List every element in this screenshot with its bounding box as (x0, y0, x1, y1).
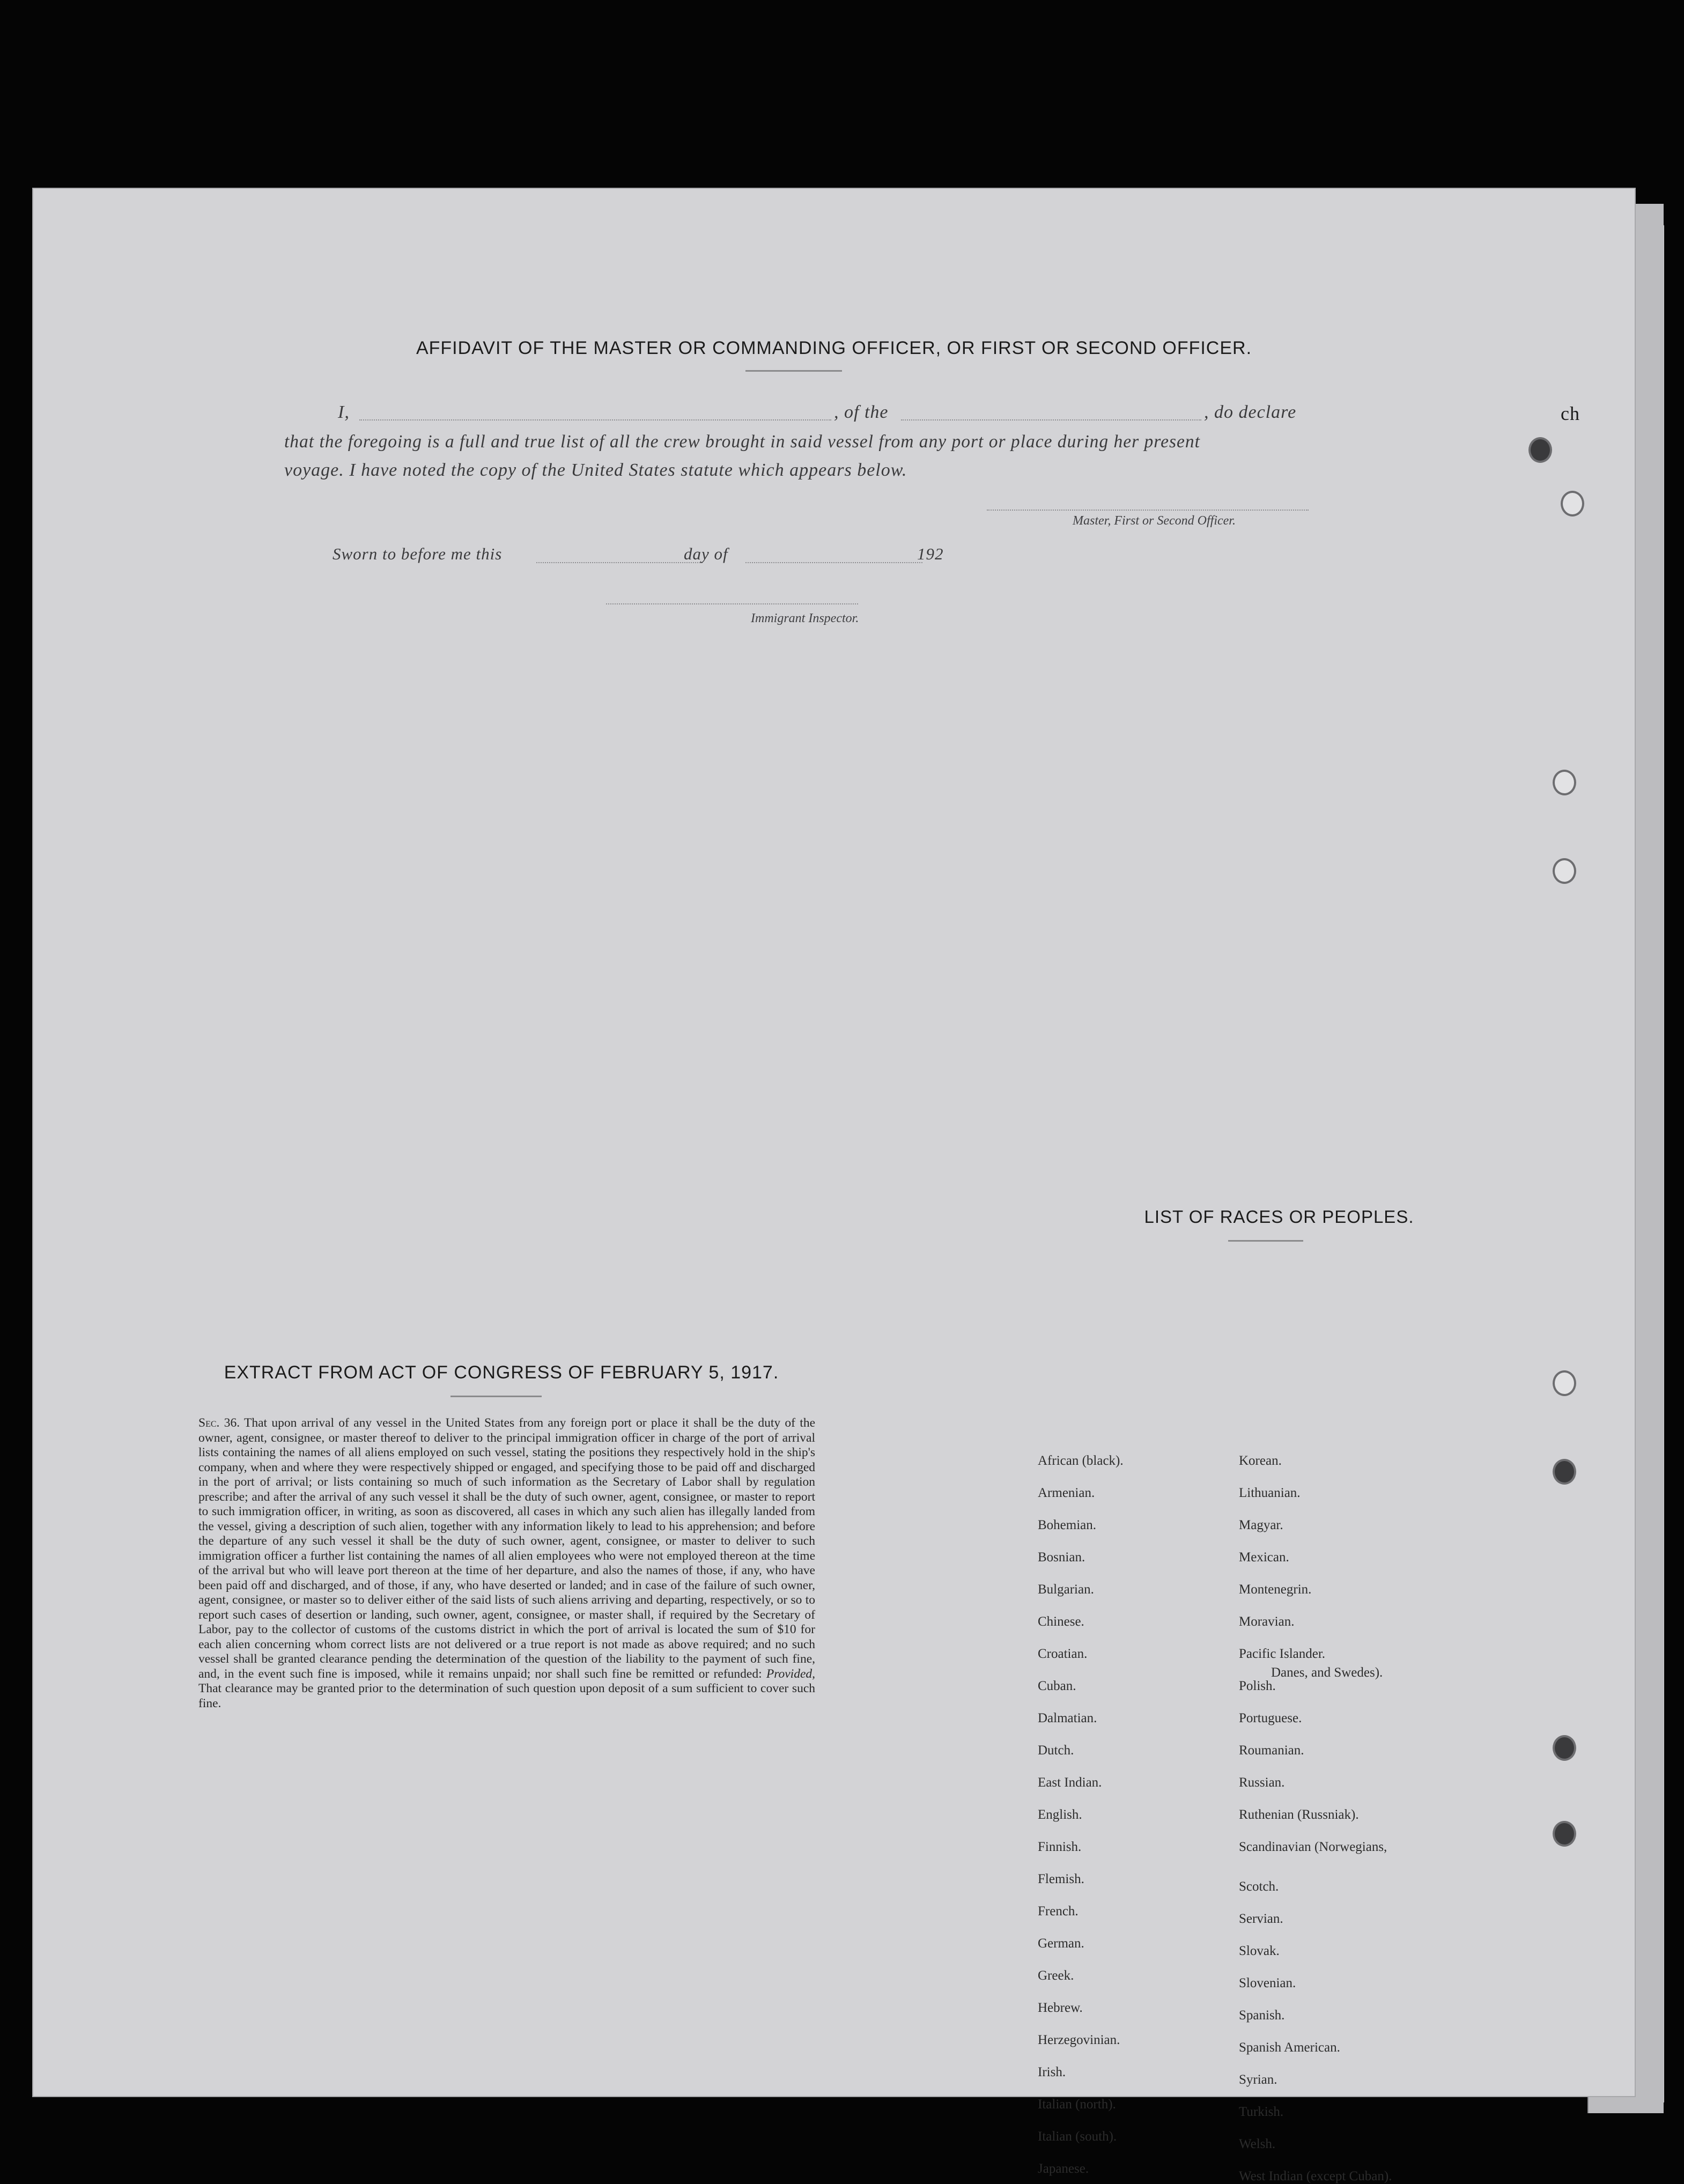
race-item: Ruthenian (Russniak). (1239, 1807, 1359, 1822)
race-item: African (black). (1038, 1453, 1124, 1468)
race-item: Dalmatian. (1038, 1711, 1097, 1725)
race-item: Polish. (1239, 1679, 1276, 1693)
race-item: Korean. (1239, 1453, 1282, 1468)
race-item: Herzegovinian. (1038, 2033, 1120, 2047)
provided-text: Provided, (766, 1666, 816, 1681)
race-item: Bosnian. (1038, 1550, 1085, 1565)
name-blank[interactable] (359, 419, 831, 420)
race-item: Magyar. (1239, 1518, 1283, 1532)
race-item: Scandinavian (Norwegians, (1239, 1840, 1387, 1854)
race-scandinavian-continued: Danes, and Swedes). (1271, 1665, 1383, 1680)
affidavit-line3: voyage. I have noted the copy of the United States statute which appears below. (284, 460, 907, 480)
race-item: German. (1038, 1936, 1084, 1951)
punch-hole (1528, 437, 1552, 463)
form-page (32, 188, 1636, 2183)
race-item: West Indian (except Cuban). (1239, 2169, 1392, 2183)
affidavit-line2: that the foregoing is a full and true list of all the crew brought in said vessel from any port or place during her present (284, 432, 1200, 452)
sworn-text: Sworn to before me this (333, 544, 503, 563)
race-item: Finnish. (1038, 1840, 1082, 1854)
affidavit-line1-declare: , do declare (1204, 402, 1297, 422)
section-label: Sec. 36. (198, 1416, 240, 1430)
race-item: French. (1038, 1904, 1079, 1919)
race-item: Welsh. (1239, 2137, 1276, 2151)
inspector-blank[interactable] (606, 603, 858, 604)
inspector-label: Immigrant Inspector. (751, 611, 859, 625)
races-title: LIST OF RACES OR PEOPLES. (1144, 1207, 1414, 1227)
race-item: English. (1038, 1807, 1082, 1822)
race-item: Roumanian. (1239, 1743, 1304, 1758)
punch-hole (1553, 1370, 1576, 1396)
race-item: Italian (north). (1038, 2097, 1116, 2112)
race-item: Dutch. (1038, 1743, 1074, 1758)
race-item: Slovak. (1239, 1944, 1280, 1958)
extract-title: EXTRACT FROM ACT OF CONGRESS OF FEBRUARY 5, 1917. (224, 1362, 779, 1383)
punch-hole (1561, 491, 1584, 517)
race-item: Italian (south). (1038, 2129, 1117, 2144)
punch-hole (1553, 1459, 1576, 1485)
signature-label: Master, First or Second Officer. (1073, 514, 1236, 528)
extract-body (198, 1416, 815, 1711)
race-item: Hebrew. (1038, 2001, 1083, 2015)
affidavit-line1-i: I, (338, 402, 350, 422)
race-item: East Indian. (1038, 1775, 1102, 1790)
race-item: Chinese. (1038, 1614, 1084, 1629)
race-item: Servian. (1239, 1912, 1283, 1926)
race-item: Greek. (1038, 1968, 1074, 1983)
race-item: Pacific Islander. (1239, 1647, 1326, 1661)
affidavit-title: AFFIDAVIT OF THE MASTER OR COMMANDING OFFICER, OR FIRST OR SECOND OFFICER. (416, 338, 1252, 358)
signature-blank[interactable] (987, 510, 1309, 511)
race-item: Spanish. (1239, 2008, 1285, 2023)
race-item: Montenegrin. (1239, 1582, 1312, 1597)
race-item: Croatian. (1038, 1647, 1088, 1661)
sworn-month-blank[interactable] (745, 562, 922, 563)
race-item: Russian. (1239, 1775, 1285, 1790)
extract-text-part2: That clearance may be granted prior to the determination of such question upon deposit of a sum sufficient to cover such fine. (198, 1681, 815, 1710)
punch-hole (1553, 858, 1576, 884)
race-item: Japanese. (1038, 2161, 1089, 2176)
affidavit-line1-of-the: , of the (834, 402, 889, 422)
year-text: 192 (917, 544, 944, 563)
sworn-day-blank[interactable] (536, 562, 703, 563)
race-item: Mexican. (1239, 1550, 1289, 1565)
extract-text-part1: That upon arrival of any vessel in the United States from any foreign port or place it shall be the duty of the owner, agent, consignee, or master thereof to deliver to the principal immigration officer in charge of the port of arrival lists containing the names of all aliens employed on such vessel, stating the positions they respectively hold in the ship's company, when and where they were respectively shipped or engaged, and specifying those to be paid off and discharged in the port of arrival; or lists containing so much of such information as the Secretary of Labor shall by regulation prescribe; and after the arrival of any such vessel it shall be the duty of such owner, agent, consignee, or master to report to such immigration officer, in writing, as soon as discovered, all cases in which any such alien has illegally landed from the vessel, giving a description of such alien, together with any information likely to lead to his apprehension; and before the departure of any such vessel it shall be the duty of such owner, agent, consignee, or master to deliver to such immigration officer a further list containing the names of all alien employees who were not employed thereon at the time of the arrival but who will leave port thereon at the time of her departure, and also the names of those, if any, who have been paid off and discharged, and of those, if any, who have deserted or landed; and in case of the failure of such owner, agent, consignee, or master so to deliver either of the said lists of such aliens arriving and departing, respectively, or so to report such cases of desertion or landing, such owner, agent, consignee, or master shall, if required by the Secretary of Labor, pay to the collector of customs of the customs district in which the port of arrival is located the sum of $10 for each alien concerning whom correct lists are not delivered or a true report is not made as above required; and no such vessel shall be granted clearance pending the determination of the question of the liability to the payment of such fine, and, in the event such fine is imposed, while it remains unpaid; nor shall such fine be remitted or refunded: (198, 1416, 816, 1681)
vessel-blank[interactable] (901, 419, 1201, 420)
race-item: Turkish. (1239, 2105, 1284, 2119)
races-title-rule (1228, 1240, 1303, 1242)
punch-hole (1553, 1735, 1576, 1761)
race-item: Syrian. (1239, 2072, 1277, 2087)
race-item: Armenian. (1038, 1486, 1095, 1500)
race-item: Scotch. (1239, 1879, 1279, 1894)
race-item: Irish. (1038, 2065, 1066, 2079)
day-of-text: day of (684, 544, 728, 563)
race-item: Spanish American. (1239, 2040, 1340, 2055)
corner-mark: ch (1561, 403, 1580, 424)
affidavit-title-rule (745, 370, 842, 372)
race-item: Bulgarian. (1038, 1582, 1094, 1597)
race-item: Cuban. (1038, 1679, 1076, 1693)
race-item: Portuguese. (1239, 1711, 1302, 1725)
punch-hole (1553, 1821, 1576, 1847)
extract-title-rule (450, 1396, 542, 1397)
race-item: Moravian. (1239, 1614, 1295, 1629)
race-item: Flemish. (1038, 1872, 1084, 1886)
race-item: Slovenian. (1239, 1976, 1296, 1990)
race-item: Lithuanian. (1239, 1486, 1301, 1500)
race-item: Bohemian. (1038, 1518, 1097, 1532)
punch-hole (1553, 770, 1576, 795)
